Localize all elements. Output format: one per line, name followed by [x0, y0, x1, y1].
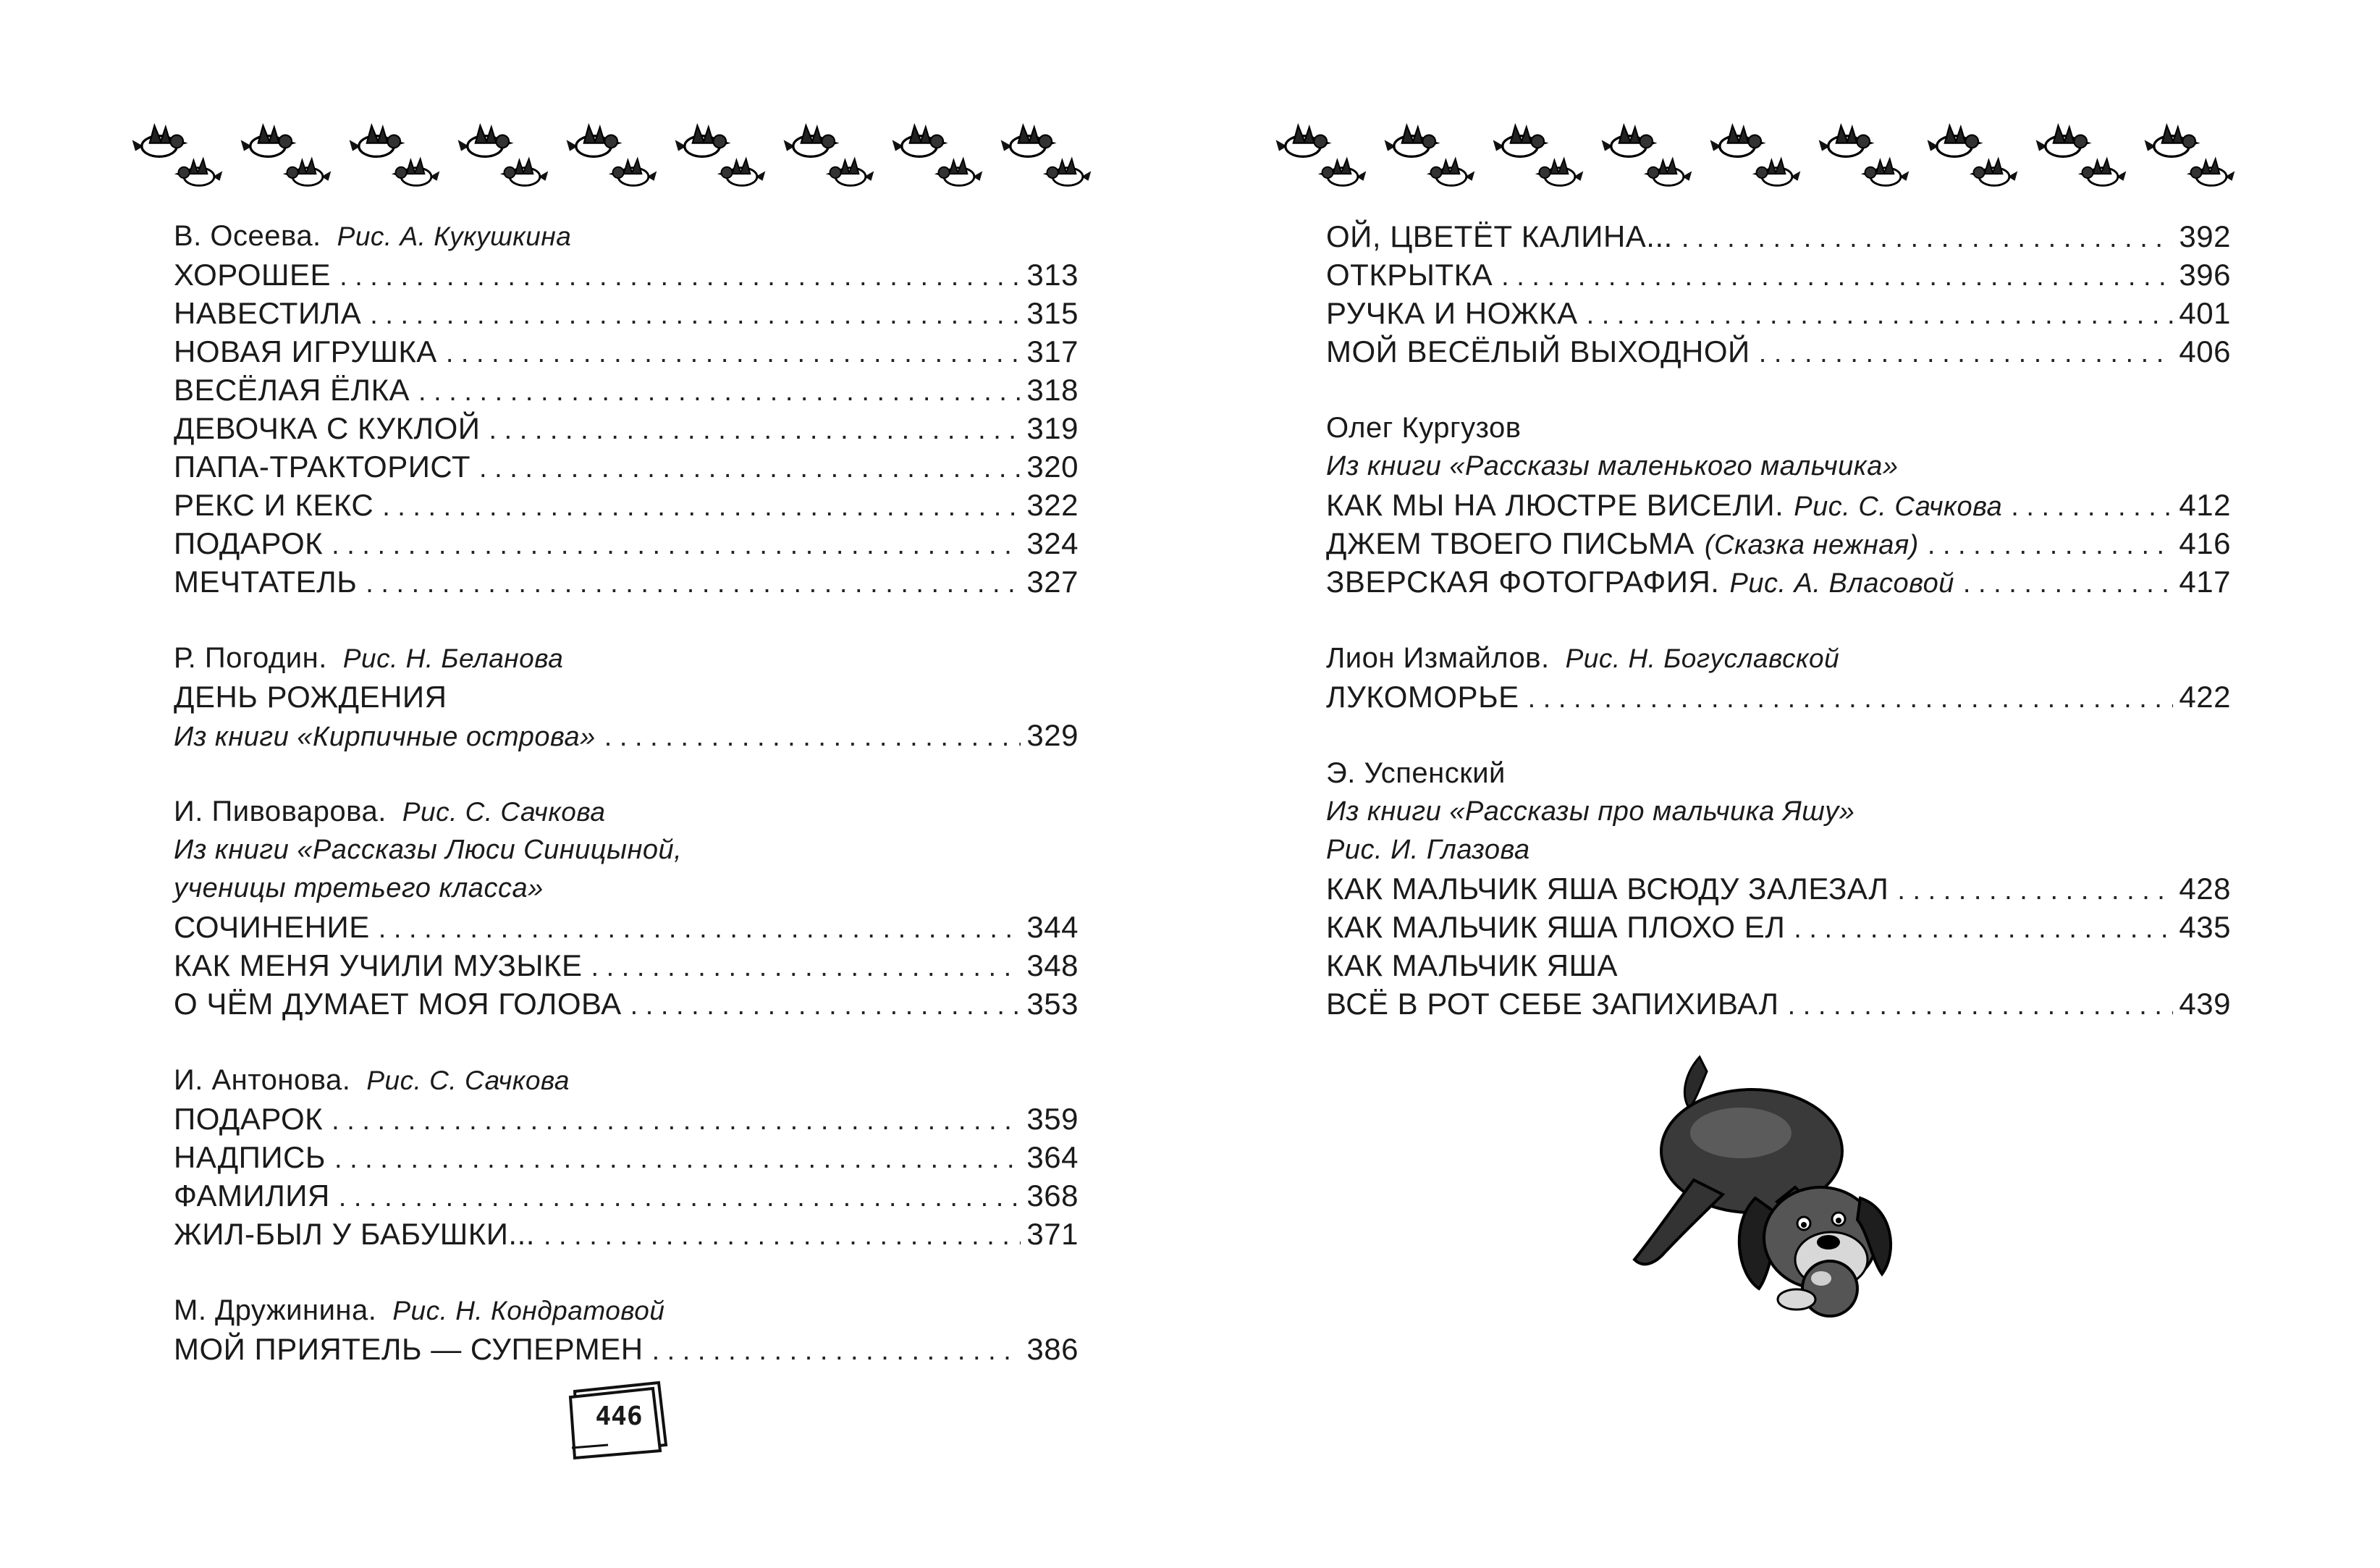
entry-title: ОТКРЫТКА: [1326, 258, 1493, 292]
author-name: Э. Успенский: [1326, 757, 1506, 789]
dot-leader: [382, 488, 1021, 526]
toc-entry[interactable]: [174, 1215, 1079, 1253]
entry-title: ХОРОШЕЕ: [174, 258, 332, 292]
bird-icon: [826, 159, 874, 185]
bird-icon: [717, 159, 766, 185]
bird-icon: [241, 125, 297, 156]
entry-page: 396: [2179, 258, 2231, 292]
entry-title: КАК МАЛЬЧИК ЯША ПЛОХО ЕЛ: [1326, 910, 1786, 944]
book-title-line: Из книги «Рассказы маленького мальчика»: [1326, 451, 1899, 481]
author-name: В. Осеева.: [174, 220, 321, 252]
toc-section-izmailov: [1326, 639, 2231, 716]
bird-icon: [1644, 159, 1692, 185]
author-line: [174, 217, 1079, 256]
toc-entry[interactable]: [174, 908, 1079, 946]
entry-title: ОЙ, ЦВЕТЁТ КАЛИНА...: [1326, 219, 1673, 253]
toc-section-kurguzov: [1326, 409, 2231, 601]
bird-icon: [1819, 125, 1875, 156]
bird-frieze-icon: [1274, 117, 2258, 204]
entry-title: МОЙ ВЕСЁЛЫЙ ВЫХОДНОЙ: [1326, 334, 1750, 368]
dot-leader: [1928, 526, 2174, 565]
bird-icon: [1385, 125, 1440, 156]
bird-icon: [174, 159, 222, 185]
entry-page: 317: [1026, 334, 1079, 368]
entry-title: СОЧИНЕНИЕ: [174, 910, 370, 944]
entry-note: Рис. А. Власовой: [1729, 568, 1954, 599]
dot-leader: [446, 334, 1021, 373]
entry-note: (Сказка нежная): [1704, 530, 1919, 560]
entry-page: 371: [1026, 1217, 1079, 1251]
toc-entry[interactable]: [174, 1330, 1079, 1368]
entry-page: 313: [1026, 258, 1079, 292]
toc-entry[interactable]: [1326, 217, 2231, 256]
toc-section-druzhinina: [174, 1291, 1079, 1368]
toc-entry[interactable]: [1326, 908, 2231, 946]
bird-icon: [1861, 159, 1910, 185]
entry-page: 324: [1026, 526, 1079, 560]
toc-entry[interactable]: [174, 716, 1079, 754]
dot-leader: [630, 987, 1021, 1025]
toc-entry[interactable]: [174, 256, 1079, 294]
entry-page: 392: [2179, 219, 2231, 253]
toc-right-column: [1326, 217, 2231, 1061]
page-number-badge: [565, 1375, 673, 1462]
bird-icon: [934, 159, 983, 185]
dot-leader: [2011, 488, 2173, 526]
author-line: [174, 1291, 1079, 1330]
bird-icon: [1427, 159, 1475, 185]
illustrator-credit: Рис. Н. Беланова: [342, 644, 564, 673]
bird-icon: [1970, 159, 2018, 185]
dot-leader: [1681, 219, 2174, 258]
illustrator-credit: Рис. С. Сачкова: [402, 797, 606, 827]
dot-leader: [1501, 258, 2173, 296]
bird-icon: [2036, 125, 2092, 156]
bird-icon: [1752, 159, 1801, 185]
entry-page: 320: [1026, 450, 1079, 484]
toc-entry[interactable]: [1326, 294, 2231, 332]
author-name: Олег Кургузов: [1326, 412, 1522, 444]
dot-leader: [366, 565, 1021, 603]
toc-entry[interactable]: [174, 1176, 1079, 1215]
entry-title: ДЖЕМ ТВОЕГО ПИСЬМА: [1326, 526, 1695, 560]
toc-entry[interactable]: [1326, 486, 2231, 524]
dot-leader: [334, 1140, 1021, 1179]
author-line: [174, 639, 1079, 678]
entry-page: 422: [2179, 680, 2231, 714]
toc-section-oseeva: [174, 217, 1079, 601]
entry-title: О ЧЁМ ДУМАЕТ МОЯ ГОЛОВА: [174, 987, 622, 1021]
entry-page: 439: [2179, 987, 2231, 1021]
bird-icon: [609, 159, 657, 185]
toc-entry[interactable]: [1326, 678, 2231, 716]
dot-leader: [1963, 565, 2174, 603]
toc-entry[interactable]: [174, 294, 1079, 332]
puppy-with-ball-icon: [1614, 1042, 1904, 1339]
dot-leader: [332, 1102, 1021, 1140]
author-name: И. Пивоварова.: [174, 796, 387, 827]
author-name: М. Дружинина.: [174, 1294, 377, 1326]
author-name: Лион Измайлов.: [1326, 642, 1550, 674]
toc-entry[interactable]: [174, 486, 1079, 524]
bird-icon: [1493, 125, 1549, 156]
entry-page: 348: [1026, 948, 1079, 982]
toc-section-pogodin: [174, 639, 1079, 754]
dot-leader: [1528, 680, 2174, 718]
toc-entry[interactable]: [1326, 256, 2231, 294]
dot-leader: [604, 718, 1021, 756]
entry-page: 344: [1026, 910, 1079, 944]
bird-icon: [458, 125, 514, 156]
bird-icon: [283, 159, 332, 185]
toc-entry[interactable]: [174, 409, 1079, 447]
dot-leader: [591, 948, 1021, 987]
bird-icon: [892, 125, 948, 156]
bird-icon: [784, 125, 840, 156]
entry-title: ФАМИЛИЯ: [174, 1179, 330, 1213]
entry-title: РУЧКА И НОЖКА: [1326, 296, 1578, 330]
entry-title: ВЕСЁЛАЯ ЁЛКА: [174, 373, 410, 407]
dot-leader: [1897, 872, 2173, 910]
entry-note: Рис. С. Сачкова: [1794, 492, 2003, 522]
bird-icon: [500, 159, 549, 185]
toc-entry[interactable]: [174, 946, 1079, 985]
entry-title: НАДПИСЬ: [174, 1140, 326, 1174]
toc-section-uspensky: [1326, 754, 2231, 1023]
illustrator-credit: Рис. Н. Кондратовой: [392, 1296, 665, 1325]
dot-leader: [1587, 296, 2174, 334]
entry-page: 315: [1026, 296, 1079, 330]
entry-page: 416: [2179, 526, 2231, 560]
entry-page: 435: [2179, 910, 2231, 944]
dot-leader: [339, 1179, 1021, 1217]
toc-entry[interactable]: [174, 447, 1079, 486]
entry-title: МОЙ ПРИЯТЕЛЬ — СУПЕРМЕН: [174, 1332, 643, 1366]
bird-icon: [1602, 125, 1658, 156]
entry-page: 322: [1026, 488, 1079, 522]
bird-icon: [1710, 125, 1766, 156]
entry-title: ЗВЕРСКАЯ ФОТОГРАФИЯ.: [1326, 565, 1720, 599]
dot-leader: [1788, 987, 2174, 1025]
dot-leader: [332, 526, 1021, 565]
bird-icon: [132, 125, 188, 156]
entry-page: 359: [1026, 1102, 1079, 1136]
entry-page: 406: [2179, 334, 2231, 368]
dot-leader: [1794, 910, 2173, 948]
dot-leader: [339, 258, 1021, 296]
bird-icon: [675, 125, 731, 156]
entry-title: ДЕВОЧКА С КУКЛОЙ: [174, 411, 481, 445]
entry-page: 412: [2179, 488, 2231, 522]
entry-title: КАК МЫ НА ЛЮСТРЕ ВИСЕЛИ.: [1326, 488, 1784, 522]
book-title-line: Из книги «Рассказы Люси Синицыной,: [174, 835, 683, 865]
toc-entry[interactable]: [174, 524, 1079, 562]
entry-title: ЖИЛ-БЫЛ У БАБУШКИ...: [174, 1217, 535, 1251]
entry-page: 386: [1026, 1332, 1079, 1366]
illustrator-credit: Рис. Н. Богуславской: [1565, 644, 1840, 673]
entry-title: ПОДАРОК: [174, 526, 324, 560]
entry-page: 353: [1026, 987, 1079, 1021]
toc-entry[interactable]: [174, 985, 1079, 1023]
dot-leader: [479, 450, 1021, 488]
entry-title: ВСЁ В РОТ СЕБЕ ЗАПИХИВАЛ: [1326, 987, 1779, 1021]
bird-icon: [1001, 125, 1057, 156]
entry-title: ПОДАРОК: [174, 1102, 324, 1136]
toc-section-pivovarova: [174, 793, 1079, 1023]
entry-title: КАК МАЛЬЧИК ЯША ВСЮДУ ЗАЛЕЗАЛ: [1326, 872, 1889, 906]
dot-leader: [379, 910, 1021, 948]
puppy-illustration-svg: [1614, 1042, 1904, 1339]
bird-frieze-left-svg: [130, 117, 1115, 204]
entry-page: 428: [2179, 872, 2231, 906]
story-heading: КАК МАЛЬЧИК ЯША: [1326, 948, 1619, 982]
bird-icon: [1318, 159, 1367, 185]
entry-title: КАК МЕНЯ УЧИЛИ МУЗЫКЕ: [174, 948, 583, 982]
entry-page: 329: [1026, 718, 1079, 752]
bird-icon: [350, 125, 405, 156]
story-heading: ДЕНЬ РОЖДЕНИЯ: [174, 680, 447, 714]
toc-section-continued: [1326, 217, 2231, 371]
entry-title: ПАПА-ТРАКТОРИСТ: [174, 450, 470, 484]
entry-title: ЛУКОМОРЬЕ: [1326, 680, 1519, 714]
bird-icon: [1276, 125, 1332, 156]
entry-title-group: [1326, 486, 2011, 526]
bird-frieze-right-svg: [1274, 117, 2258, 204]
bird-icon: [1535, 159, 1584, 185]
toc-entry[interactable]: [1326, 985, 2231, 1023]
entry-page: 401: [2179, 296, 2231, 330]
bird-icon: [1043, 159, 1092, 185]
entry-title: МЕЧТАТЕЛЬ: [174, 565, 358, 599]
dot-leader: [418, 373, 1021, 411]
toc-entry[interactable]: [1326, 562, 2231, 601]
illustrator-credit: Рис. А. Кукушкина: [337, 222, 572, 251]
dot-leader: [1759, 334, 2174, 373]
entry-page: 318: [1026, 373, 1079, 407]
bird-icon: [567, 125, 623, 156]
entry-title: РЕКС И КЕКС: [174, 488, 374, 522]
book-title-line: ученицы третьего класса»: [174, 873, 544, 903]
page-number: 446: [595, 1401, 643, 1431]
author-name: Р. Погодин.: [174, 642, 327, 674]
toc-entry[interactable]: [1326, 524, 2231, 562]
bird-icon: [2078, 159, 2127, 185]
dot-leader: [489, 411, 1021, 450]
entry-title: Из книги «Кирпичные острова»: [174, 722, 596, 752]
author-name: И. Антонова.: [174, 1064, 351, 1096]
bird-icon: [1928, 125, 1983, 156]
entry-title-group: [1326, 562, 1963, 603]
toc-section-antonova: [174, 1061, 1079, 1253]
dot-leader: [652, 1332, 1021, 1370]
author-line: [1326, 639, 2231, 678]
bird-icon: [392, 159, 440, 185]
toc-entry[interactable]: [1326, 869, 2231, 908]
toc-entry[interactable]: [174, 332, 1079, 371]
book-title-line: Из книги «Рассказы про мальчика Яшу»: [1326, 796, 1855, 827]
illustrator-credit: Рис. С. Сачкова: [366, 1066, 570, 1095]
dot-leader: [370, 296, 1021, 334]
author-line: [174, 1061, 1079, 1100]
toc-entry[interactable]: [174, 1100, 1079, 1138]
entry-title: НОВАЯ ИГРУШКА: [174, 334, 437, 368]
bird-icon: [2187, 159, 2235, 185]
entry-page: 364: [1026, 1140, 1079, 1174]
entry-title-group: [1326, 524, 1928, 565]
illustrator-credit: Рис. И. Глазова: [1326, 835, 1530, 865]
bird-frieze-icon: [130, 117, 1115, 204]
entry-page: 327: [1026, 565, 1079, 599]
entry-page: 417: [2179, 565, 2231, 599]
toc-left-column: [174, 217, 1079, 1407]
toc-entry[interactable]: [174, 562, 1079, 601]
toc-entry[interactable]: [1326, 332, 2231, 371]
author-line: [174, 793, 1079, 831]
bird-icon: [2145, 125, 2200, 156]
entry-title: НАВЕСТИЛА: [174, 296, 362, 330]
entry-page: 319: [1026, 411, 1079, 445]
dot-leader: [544, 1217, 1021, 1255]
toc-entry[interactable]: [174, 371, 1079, 409]
toc-entry[interactable]: [174, 1138, 1079, 1176]
entry-page: 368: [1026, 1179, 1079, 1213]
